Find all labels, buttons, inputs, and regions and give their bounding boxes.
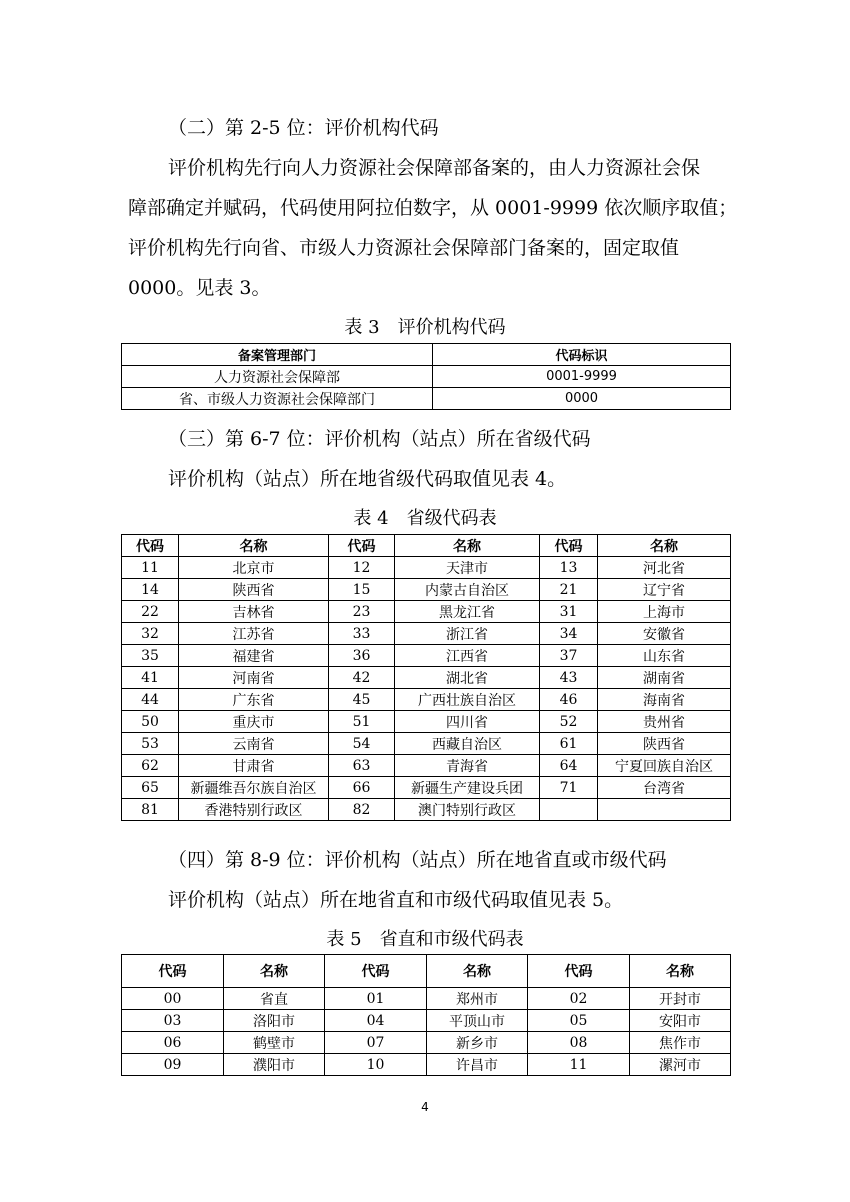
table5-cell: 11: [528, 1054, 630, 1076]
table4-header-cell: 名称: [179, 535, 329, 557]
table4-cell: 54: [329, 733, 395, 755]
table-row: [122, 388, 731, 410]
table5-cell: 新乡市: [427, 1032, 528, 1054]
table4-cell: 海南省: [598, 689, 731, 711]
table5-header-cell: 名称: [427, 955, 528, 988]
table4-cell: 陕西省: [598, 733, 731, 755]
table4-cell: 35: [122, 645, 179, 667]
section3-para: 评价机构（站点）所在地省级代码取值见表 4。: [168, 468, 567, 490]
table5-header-cell: 代码: [325, 955, 427, 988]
table5-cell: 省直: [224, 988, 325, 1010]
table4-cell: 11: [122, 557, 179, 579]
table5-cell: 许昌市: [427, 1054, 528, 1076]
table3: [121, 343, 731, 410]
table4-cell: 四川省: [395, 711, 540, 733]
table3-header-cell: 备案管理部门: [122, 344, 433, 366]
table4-cell: 浙江省: [395, 623, 540, 645]
table3-header-row: [122, 344, 731, 366]
table5-cell: 08: [528, 1032, 630, 1054]
table4-cell: 江苏省: [179, 623, 329, 645]
table4-caption: 表 4 省级代码表: [353, 508, 497, 529]
page-number: 4: [421, 1100, 429, 1114]
table4-cell: 53: [122, 733, 179, 755]
table3-header-cell: 代码标识: [433, 344, 731, 366]
section2-heading: （二）第 2-5 位：评价机构代码: [168, 117, 439, 139]
table4-cell: 64: [540, 755, 598, 777]
table4-cell: 甘肃省: [179, 755, 329, 777]
table4-cell: 重庆市: [179, 711, 329, 733]
section2-para-line-4: 0000。见表 3。: [128, 277, 271, 299]
table4-cell: 宁夏回族自治区: [598, 755, 731, 777]
table5-cell: 06: [122, 1032, 224, 1054]
table5-cell: 05: [528, 1010, 630, 1032]
table4-cell: 46: [540, 689, 598, 711]
table4-cell: 62: [122, 755, 179, 777]
table3-caption: 表 3 评价机构代码: [344, 317, 506, 338]
section2-para-line-3: 评价机构先行向省、市级人力资源社会保障部门备案的，固定取值: [128, 237, 680, 259]
table5-cell: 鹤壁市: [224, 1032, 325, 1054]
table3-cell: 人力资源社会保障部: [122, 366, 433, 388]
table-row: [122, 579, 731, 601]
table4-cell: 台湾省: [598, 777, 731, 799]
table-row: [122, 1032, 731, 1054]
table4-cell: 陕西省: [179, 579, 329, 601]
section3-heading: （三）第 6-7 位：评价机构（站点）所在省级代码: [168, 428, 591, 450]
table5-cell: 10: [325, 1054, 427, 1076]
table4-cell: 15: [329, 579, 395, 601]
table4-cell: 香港特别行政区: [179, 799, 329, 821]
table4-header-cell: 名称: [598, 535, 731, 557]
table4-cell: 广西壮族自治区: [395, 689, 540, 711]
section2-para-line-1: 评价机构先行向人力资源社会保障部备案的，由人力资源社会保: [168, 157, 701, 179]
table4-cell: 广东省: [179, 689, 329, 711]
table5-cell: 01: [325, 988, 427, 1010]
table5-cell: 开封市: [630, 988, 731, 1010]
table-row: [122, 366, 731, 388]
table4-cell: 31: [540, 601, 598, 623]
table4-cell: 42: [329, 667, 395, 689]
table4-cell: 37: [540, 645, 598, 667]
table4-cell: 新疆生产建设兵团: [395, 777, 540, 799]
table4-cell: 安徽省: [598, 623, 731, 645]
table4-cell: 贵州省: [598, 711, 731, 733]
table4-cell: 23: [329, 601, 395, 623]
table4-cell: 41: [122, 667, 179, 689]
table5-cell: 00: [122, 988, 224, 1010]
table5-header-cell: 代码: [528, 955, 630, 988]
table4-cell: 63: [329, 755, 395, 777]
table-row: [122, 1010, 731, 1032]
table5-cell: 漯河市: [630, 1054, 731, 1076]
table4-cell: 34: [540, 623, 598, 645]
table4-cell: 湖南省: [598, 667, 731, 689]
table4-cell: 45: [329, 689, 395, 711]
section2-para-line-2: 障部确定并赋码，代码使用阿拉伯数字，从 0001-9999 依次顺序取值；: [128, 197, 738, 219]
table4-cell: 66: [329, 777, 395, 799]
table4-cell: 81: [122, 799, 179, 821]
table4-header-cell: 代码: [122, 535, 179, 557]
table4-cell: 福建省: [179, 645, 329, 667]
table4-cell: 河南省: [179, 667, 329, 689]
table4-cell: 上海市: [598, 601, 731, 623]
table4-cell: 辽宁省: [598, 579, 731, 601]
table5-cell: 洛阳市: [224, 1010, 325, 1032]
table4-cell: 河北省: [598, 557, 731, 579]
table4-cell: 吉林省: [179, 601, 329, 623]
table4-cell: 12: [329, 557, 395, 579]
table4-cell: 43: [540, 667, 598, 689]
table5-cell: 09: [122, 1054, 224, 1076]
table4-cell: 西藏自治区: [395, 733, 540, 755]
table-row: [122, 667, 731, 689]
table5: [121, 954, 731, 1076]
table4-cell: 44: [122, 689, 179, 711]
table5-cell: 07: [325, 1032, 427, 1054]
table4-cell: [598, 799, 731, 821]
table-row: [122, 777, 731, 799]
table4-cell: 61: [540, 733, 598, 755]
table4-cell: 江西省: [395, 645, 540, 667]
table-row: [122, 623, 731, 645]
table4-header-cell: 代码: [540, 535, 598, 557]
table5-cell: 02: [528, 988, 630, 1010]
table5-header-cell: 名称: [224, 955, 325, 988]
table4-cell: 33: [329, 623, 395, 645]
table4-cell: 52: [540, 711, 598, 733]
table5-cell: 03: [122, 1010, 224, 1032]
table5-cell: 安阳市: [630, 1010, 731, 1032]
table-row: [122, 1054, 731, 1076]
table4-cell: 14: [122, 579, 179, 601]
table3-cell: 省、市级人力资源社会保障部门: [122, 388, 433, 410]
table4-cell: 13: [540, 557, 598, 579]
table4-cell: 21: [540, 579, 598, 601]
table5-cell: 焦作市: [630, 1032, 731, 1054]
table5-header-cell: 代码: [122, 955, 224, 988]
table4-header-cell: 代码: [329, 535, 395, 557]
table-row: [122, 711, 731, 733]
table4-cell: 青海省: [395, 755, 540, 777]
table4-header-row: [122, 535, 731, 557]
table4-cell: 65: [122, 777, 179, 799]
table4-cell: 黑龙江省: [395, 601, 540, 623]
table5-cell: 郑州市: [427, 988, 528, 1010]
table-row: [122, 601, 731, 623]
table4-cell: 82: [329, 799, 395, 821]
table-row: [122, 645, 731, 667]
table4-cell: 36: [329, 645, 395, 667]
table5-header-cell: 名称: [630, 955, 731, 988]
table4-cell: 山东省: [598, 645, 731, 667]
table4-cell: 内蒙古自治区: [395, 579, 540, 601]
table-row: [122, 799, 731, 821]
table-row: [122, 689, 731, 711]
table4-header-cell: 名称: [395, 535, 540, 557]
table4-cell: 澳门特别行政区: [395, 799, 540, 821]
table5-caption: 表 5 省直和市级代码表: [326, 929, 524, 950]
table4-cell: [540, 799, 598, 821]
table-row: [122, 988, 731, 1010]
table4-cell: 新疆维吾尔族自治区: [179, 777, 329, 799]
table4-cell: 50: [122, 711, 179, 733]
table3-cell: 0000: [433, 388, 731, 410]
table5-header-row: [122, 955, 731, 988]
table4-cell: 云南省: [179, 733, 329, 755]
table5-cell: 平顶山市: [427, 1010, 528, 1032]
table-row: [122, 755, 731, 777]
table3-cell: 0001-9999: [433, 366, 731, 388]
table4-cell: 71: [540, 777, 598, 799]
table4-cell: 天津市: [395, 557, 540, 579]
table4-cell: 湖北省: [395, 667, 540, 689]
table4-cell: 22: [122, 601, 179, 623]
table5-cell: 濮阳市: [224, 1054, 325, 1076]
table5-cell: 04: [325, 1010, 427, 1032]
table4: [121, 534, 731, 821]
table4-cell: 32: [122, 623, 179, 645]
section4-heading: （四）第 8-9 位：评价机构（站点）所在地省直或市级代码: [168, 849, 667, 871]
table4-cell: 51: [329, 711, 395, 733]
table-row: [122, 733, 731, 755]
table-row: [122, 557, 731, 579]
table4-cell: 北京市: [179, 557, 329, 579]
section4-para: 评价机构（站点）所在地省直和市级代码取值见表 5。: [168, 889, 624, 911]
